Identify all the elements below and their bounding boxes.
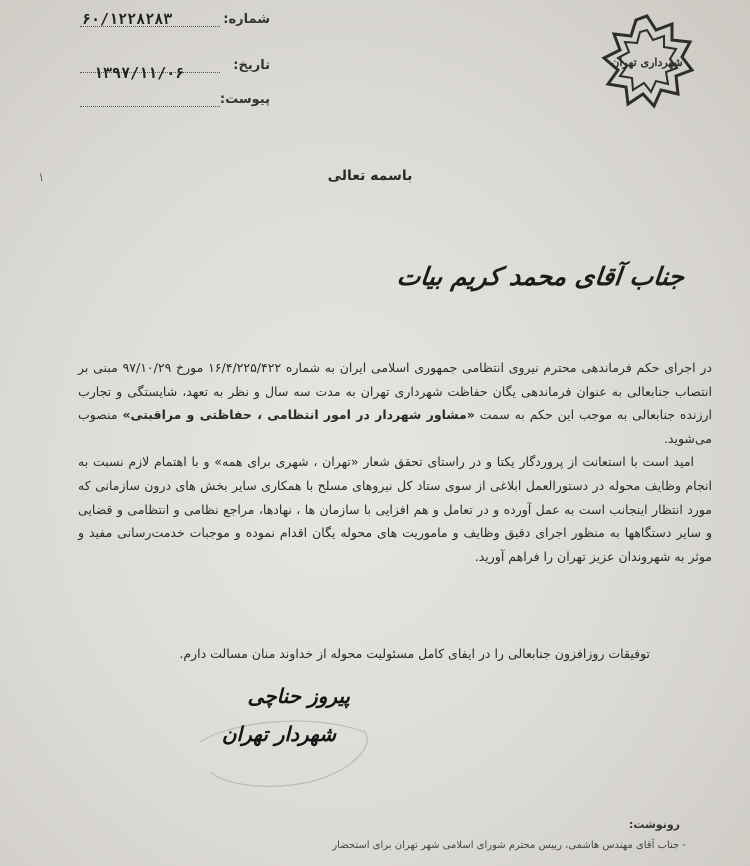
salutation: جناب آقای محمد کریم بیات — [395, 262, 686, 291]
signatory-title: شهردار تهران — [221, 722, 336, 746]
appointment-position: «مشاور شهردار در امور انتظامی ، حفاظتی و مراقبتی» — [122, 407, 475, 423]
signature-scribble — [190, 702, 380, 792]
letter-date-row — [80, 58, 270, 80]
paragraph-1-text: در اجرای حکم فرماندهی محترم نیروی انتظامی جمهوری اسلامی ایران به شماره ۱۶/۴/۲۲۵/۴۲۲ مورخ ۹۷/۱۰/۲۹ مبنی بر انتصاب جنابعالی به عنوان فرماندهی یگان حفاظت شهرداری تهران به مدت سه سال و نظر به تعهد، شایستگی و تجارب ارزنده جنابعالی به موجب این حکم به سمت — [78, 360, 712, 423]
municipality-logo — [598, 12, 696, 110]
signature-block — [200, 672, 350, 782]
paragraph-1-end: منصوب می‌شوید. — [78, 407, 712, 446]
copy-recipient: - جناب آقای مهندس هاشمی، رییس محترم شورای اسلامی شهر تهران برای استحضار — [332, 840, 686, 851]
letter-number-value: ۶۰/۱۲۲۸۲۸۳ — [82, 10, 173, 28]
logo-text: شهرداری تهران — [611, 56, 683, 69]
closing-line: توفیقات روزافزون جنابعالی را در ایفای کامل مسئولیت محوله از خداوند منان مسالت دارم. — [179, 646, 650, 661]
letter-date-label: تاریخ: — [233, 58, 270, 73]
attachment-row — [80, 92, 270, 114]
copies-label: رونوشت: — [628, 818, 680, 831]
paragraph-2: امید است با استعانت از پروردگار یکتا و در راستای تحقق شعار «تهران ، شهری برای همه» و با اهتمام لازم نسبت به انجام وظایف محوله در دستورالعمل ابلاغی از سوی ستاد کل نیروهای مسلح با همکاری سایر بخش های درون سازمانی که مورد انتظار اینجانب است به عمل آورده و در تعامل و هم افزایی با سازمان ها ، نهادها، مراجع نظامی و انتظامی و قضایی و سایر دستگاهها به منظور اجرای دقیق وظایف و ماموریت های محوله یگان اقدام نموده و موجبات خدمت‌رسانی مفید و موثر به شهروندان عزیز تهران را فراهم آورید. — [78, 454, 712, 564]
letter-body — [78, 356, 712, 568]
paragraph-1 — [78, 356, 712, 450]
letter-heading: باسمه تعالی — [327, 168, 413, 184]
letter-number-row — [80, 12, 270, 34]
letter-number-label: شماره: — [223, 12, 270, 27]
attachment-label: پیوست: — [219, 92, 270, 107]
page-marker: ۱ — [38, 170, 45, 184]
letter-date-value: ۱۳۹۷/۱۱/۰۶ — [94, 64, 185, 82]
signatory-name: پیروز حناچی — [247, 684, 350, 708]
